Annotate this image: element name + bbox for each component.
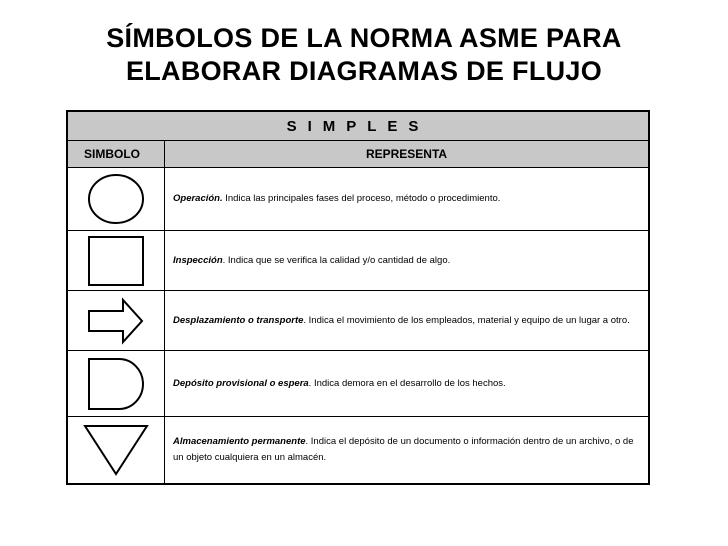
description-cell (165, 291, 650, 351)
column-header-represents: REPRESENTA (165, 141, 650, 168)
d-shape-icon (85, 356, 147, 412)
row-term: Almacenamiento permanente (173, 435, 306, 447)
description-cell (165, 231, 650, 291)
column-header-symbol: SIMBOLO (67, 141, 165, 168)
row-term: Depósito provisional o espera (173, 377, 309, 389)
row-text: Indica las principales fases del proceso, método o procedimiento. (222, 193, 501, 204)
row-text: . Indica el movimiento de los empleados, material y equipo de un lugar a otro. (303, 314, 630, 326)
symbol-cell (67, 168, 165, 231)
circle-icon (85, 171, 147, 227)
table-row (67, 417, 649, 484)
symbols-table (66, 110, 650, 485)
symbol-cell (67, 417, 165, 484)
table-row (67, 231, 649, 291)
description-cell (165, 417, 650, 484)
description-cell (165, 351, 650, 417)
row-term: Desplazamiento o transporte (173, 314, 304, 326)
row-term: Inspección (173, 254, 223, 266)
row-text: . Indica que se verifica la calidad y/o cantidad de algo. (222, 254, 451, 266)
table-row (67, 351, 649, 417)
table-row (67, 291, 649, 351)
row-text: . Indica el depósito de un documento o información dentro de un archivo, o de un objeto cualquiera en un almacén. (173, 435, 634, 463)
triangle-icon (82, 423, 150, 477)
symbol-cell (67, 351, 165, 417)
row-term: Operación. (173, 193, 223, 204)
table-header-simples: SIMPLES (67, 111, 649, 141)
title-line-2: ELABORAR DIAGRAMAS DE FLUJO (125, 56, 603, 86)
symbol-cell (67, 231, 165, 291)
title-line-1: SÍMBOLOS DE LA NORMA ASME PARA (106, 23, 622, 53)
square-icon (85, 234, 147, 288)
page-title (0, 22, 728, 88)
arrow-icon (85, 296, 147, 346)
row-text: . Indica demora en el desarrollo de los hechos. (308, 377, 506, 389)
description-cell (165, 168, 650, 231)
table-row (67, 168, 649, 231)
symbol-cell (67, 291, 165, 351)
